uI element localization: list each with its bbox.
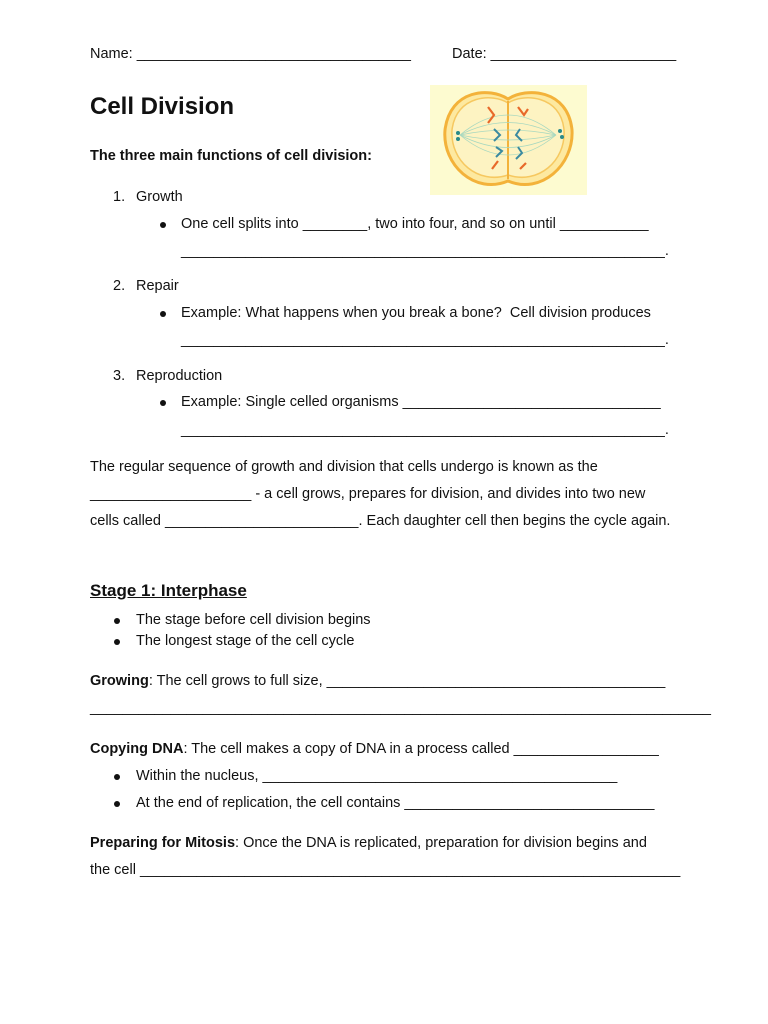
bullet-dot <box>114 639 120 645</box>
cycle-paragraph-line: The regular sequence of growth and division that cells undergo is known as the <box>90 459 598 475</box>
list-number: 3. <box>113 368 126 384</box>
list-number: 1. <box>113 189 126 205</box>
bullet-dot <box>114 774 120 780</box>
cycle-paragraph-line[interactable]: ____________________ - a cell grows, prepares for division, and divides into two new <box>90 486 646 502</box>
list-number: 2. <box>113 278 126 294</box>
function-label-reproduction: Reproduction <box>136 368 223 384</box>
growing-blank-line[interactable]: _____________________________________________________________________________ <box>90 700 711 716</box>
preparing-text: : Once the DNA is replicated, preparation for division begins and <box>235 835 647 851</box>
functions-intro: The three main functions of cell division: <box>90 148 372 164</box>
copying-label: Copying DNA <box>90 741 184 757</box>
cycle-paragraph-line[interactable]: cells called ________________________. Each daughter cell then begins the cycle again. <box>90 513 671 529</box>
bullet-dot <box>160 400 166 406</box>
preparing-line <box>90 835 647 851</box>
stage1-bullet: The stage before cell division begins <box>136 612 371 628</box>
stage1-bullet: The longest stage of the cell cycle <box>136 633 355 649</box>
reproduction-blank-line[interactable]: ____________________________________________________________. <box>181 422 669 438</box>
function-label-growth: Growth <box>136 189 183 205</box>
growing-label: Growing <box>90 673 149 689</box>
repair-bullet: Example: What happens when you break a bone? Cell division produces <box>181 305 651 321</box>
copying-line <box>90 741 659 757</box>
bullet-dot <box>160 222 166 228</box>
preparing-blank-line[interactable]: the cell ___________________________________________________________________ <box>90 862 681 878</box>
copying-text[interactable]: : The cell makes a copy of DNA in a process called __________________ <box>183 741 659 757</box>
page-title: Cell Division <box>90 93 235 120</box>
copying-bullet[interactable]: Within the nucleus, ____________________________________________ <box>136 768 618 784</box>
cell-division-illustration <box>430 85 587 195</box>
bullet-dot <box>160 311 166 317</box>
growth-blank-line[interactable]: ____________________________________________________________. <box>181 243 669 259</box>
bullet-dot <box>114 618 120 624</box>
stage1-heading: Stage 1: Interphase <box>90 581 247 600</box>
date-field[interactable]: Date: _______________________ <box>452 46 677 62</box>
name-field[interactable]: Name: __________________________________ <box>90 46 411 62</box>
bullet-dot <box>114 801 120 807</box>
growing-line <box>90 673 665 689</box>
preparing-label: Preparing for Mitosis <box>90 835 236 851</box>
growth-bullet: One cell splits into ________, two into four, and so on until ___________ <box>181 216 649 232</box>
repair-blank-line[interactable]: ____________________________________________________________. <box>181 332 669 348</box>
dividing-cell-icon <box>430 85 587 195</box>
function-label-repair: Repair <box>136 278 179 294</box>
copying-bullet[interactable]: At the end of replication, the cell contains _______________________________ <box>136 795 655 811</box>
reproduction-bullet: Example: Single celled organisms ________________________________ <box>181 394 661 410</box>
growing-text[interactable]: : The cell grows to full size, __________________________________________ <box>148 673 666 689</box>
